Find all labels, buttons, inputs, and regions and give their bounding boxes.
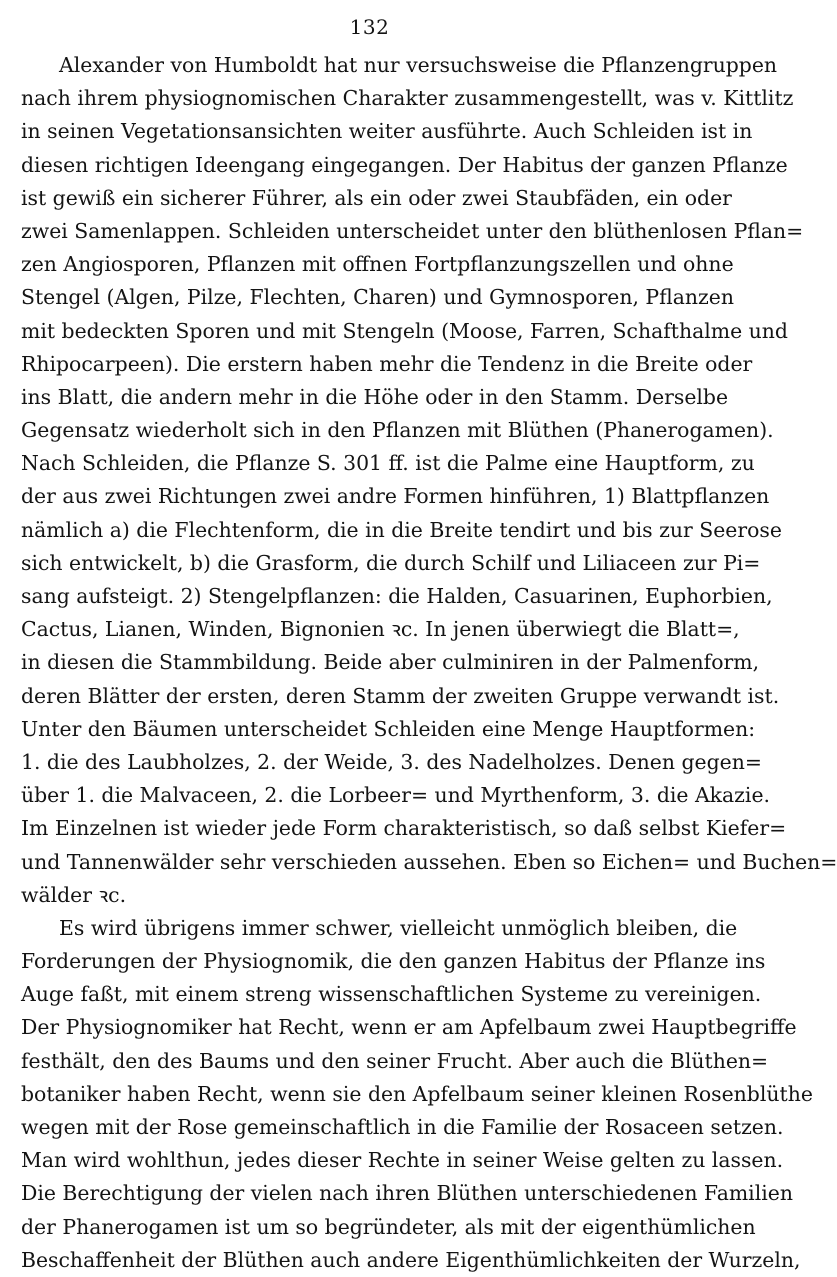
text-line: mit bedeckten Sporen und mit Stengeln (Moose, Farren, Schafthalme und xyxy=(21,318,788,343)
text-line: in diesen die Stammbildung. Beide aber culminiren in der Palmenform, xyxy=(21,650,760,675)
text-body xyxy=(21,49,837,1277)
page-number: 132 xyxy=(349,15,390,39)
text-line: Beschaffenheit der Blüthen auch andere Eigenthümlichkeiten der Wurzeln, xyxy=(21,1247,801,1272)
text-line: wegen mit der Rose gemeinschaftlich in die Familie der Rosaceen setzen. xyxy=(21,1115,784,1139)
text-line: sich entwickelt, b) die Grasform, die durch Schilf und Liliaceen zur Pi= xyxy=(21,550,761,575)
text-line: Nach Schleiden, die Pflanze S. 301 ff. ist die Palme eine Hauptform, zu xyxy=(21,451,755,476)
text-line: diesen richtigen Ideengang eingegangen. Der Habitus der ganzen Pflanze xyxy=(21,152,788,177)
text-line: botaniker haben Recht, wenn sie den Apfelbaum seiner kleinen Rosenblüthe xyxy=(21,1081,813,1106)
text-line: Forderungen der Physiognomik, die den ganzen Habitus der Pflanze ins xyxy=(21,949,766,974)
text-line: nämlich a) die Flechtenform, die in die Breite tendirt und bis zur Seerose xyxy=(21,517,782,542)
text-line: der aus zwei Richtungen zwei andre Formen hinführen, 1) Blattpflanzen xyxy=(21,484,770,509)
text-line: Man wird wohlthun, jedes dieser Rechte in seiner Weise gelten zu lassen. xyxy=(21,1148,784,1173)
text-line: zwei Samenlappen. Schleiden unterscheidet unter den blüthenlosen Pflan= xyxy=(21,218,804,243)
text-line: nach ihrem physiognomischen Charakter zusammengestellt, was v. Kittlitz xyxy=(21,86,794,111)
text-line: über 1. die Malvaceen, 2. die Lorbeer= und Myrthenform, 3. die Akazie. xyxy=(21,783,770,808)
text-line: Stengel (Algen, Pilze, Flechten, Charen) und Gymnosporen, Pflanzen xyxy=(21,285,734,310)
text-line: Die Berechtigung der vielen nach ihren Blüthen unterschiedenen Familien xyxy=(21,1181,793,1206)
text-line: deren Blätter der ersten, deren Stamm der zweiten Gruppe verwandt ist. xyxy=(21,683,780,708)
text-line: 1. die des Laubholzes, 2. der Weide, 3. des Nadelholzes. Denen gegen= xyxy=(21,749,762,774)
text-line: wälder ꝛc. xyxy=(21,882,127,907)
text-line: Unter den Bäumen unterscheidet Schleiden eine Menge Hauptformen: xyxy=(21,716,756,741)
text-line: Auge faßt, mit einem streng wissenschaftlichen Systeme zu vereinigen. xyxy=(21,982,762,1007)
text-line: Cactus, Lianen, Winden, Bignonien ꝛc. In jenen überwiegt die Blatt=, xyxy=(21,617,740,642)
text-line: in seinen Vegetationsansichten weiter ausführte. Auch Schleiden ist in xyxy=(21,119,753,144)
text-line: Im Einzelnen ist wieder jede Form charakteristisch, so daß selbst Kiefer= xyxy=(21,816,787,841)
text-line: und Tannenwälder sehr verschieden aussehen. Eben so Eichen= und Buchen= xyxy=(21,849,837,874)
text-line: der Phanerogamen ist um so begründeter, als mit der eigenthümlichen xyxy=(21,1214,756,1239)
text-line: Alexander von Humboldt hat nur versuchsweise die Pflanzengruppen xyxy=(59,53,778,77)
text-line: Es wird übrigens immer schwer, vielleicht unmöglich bleiben, die xyxy=(59,915,738,940)
text-line: sang aufsteigt. 2) Stengelpflanzen: die Halden, Casuarinen, Euphorbien, xyxy=(21,584,773,608)
text-line: Rhipocarpeen). Die erstern haben mehr die Tendenz in die Breite oder xyxy=(21,351,753,376)
text-line: ins Blatt, die andern mehr in die Höhe oder in den Stamm. Derselbe xyxy=(21,384,729,409)
text-line: zen Angiosporen, Pflanzen mit offnen Fortpflanzungszellen und ohne xyxy=(21,252,734,277)
text-line: Gegensatz wiederholt sich in den Pflanzen mit Blüthen (Phanerogamen). xyxy=(21,418,774,443)
paragraph-1 xyxy=(21,49,837,912)
text-line: Der Physiognomiker hat Recht, wenn er am Apfelbaum zwei Hauptbegriffe xyxy=(21,1015,797,1040)
text-line: festhält, den des Baums und den seiner Frucht. Aber auch die Blüthen= xyxy=(21,1048,769,1073)
text-line: ist gewiß ein sicherer Führer, als ein oder zwei Staubfäden, ein oder xyxy=(21,185,732,210)
paragraph-2 xyxy=(21,912,813,1277)
